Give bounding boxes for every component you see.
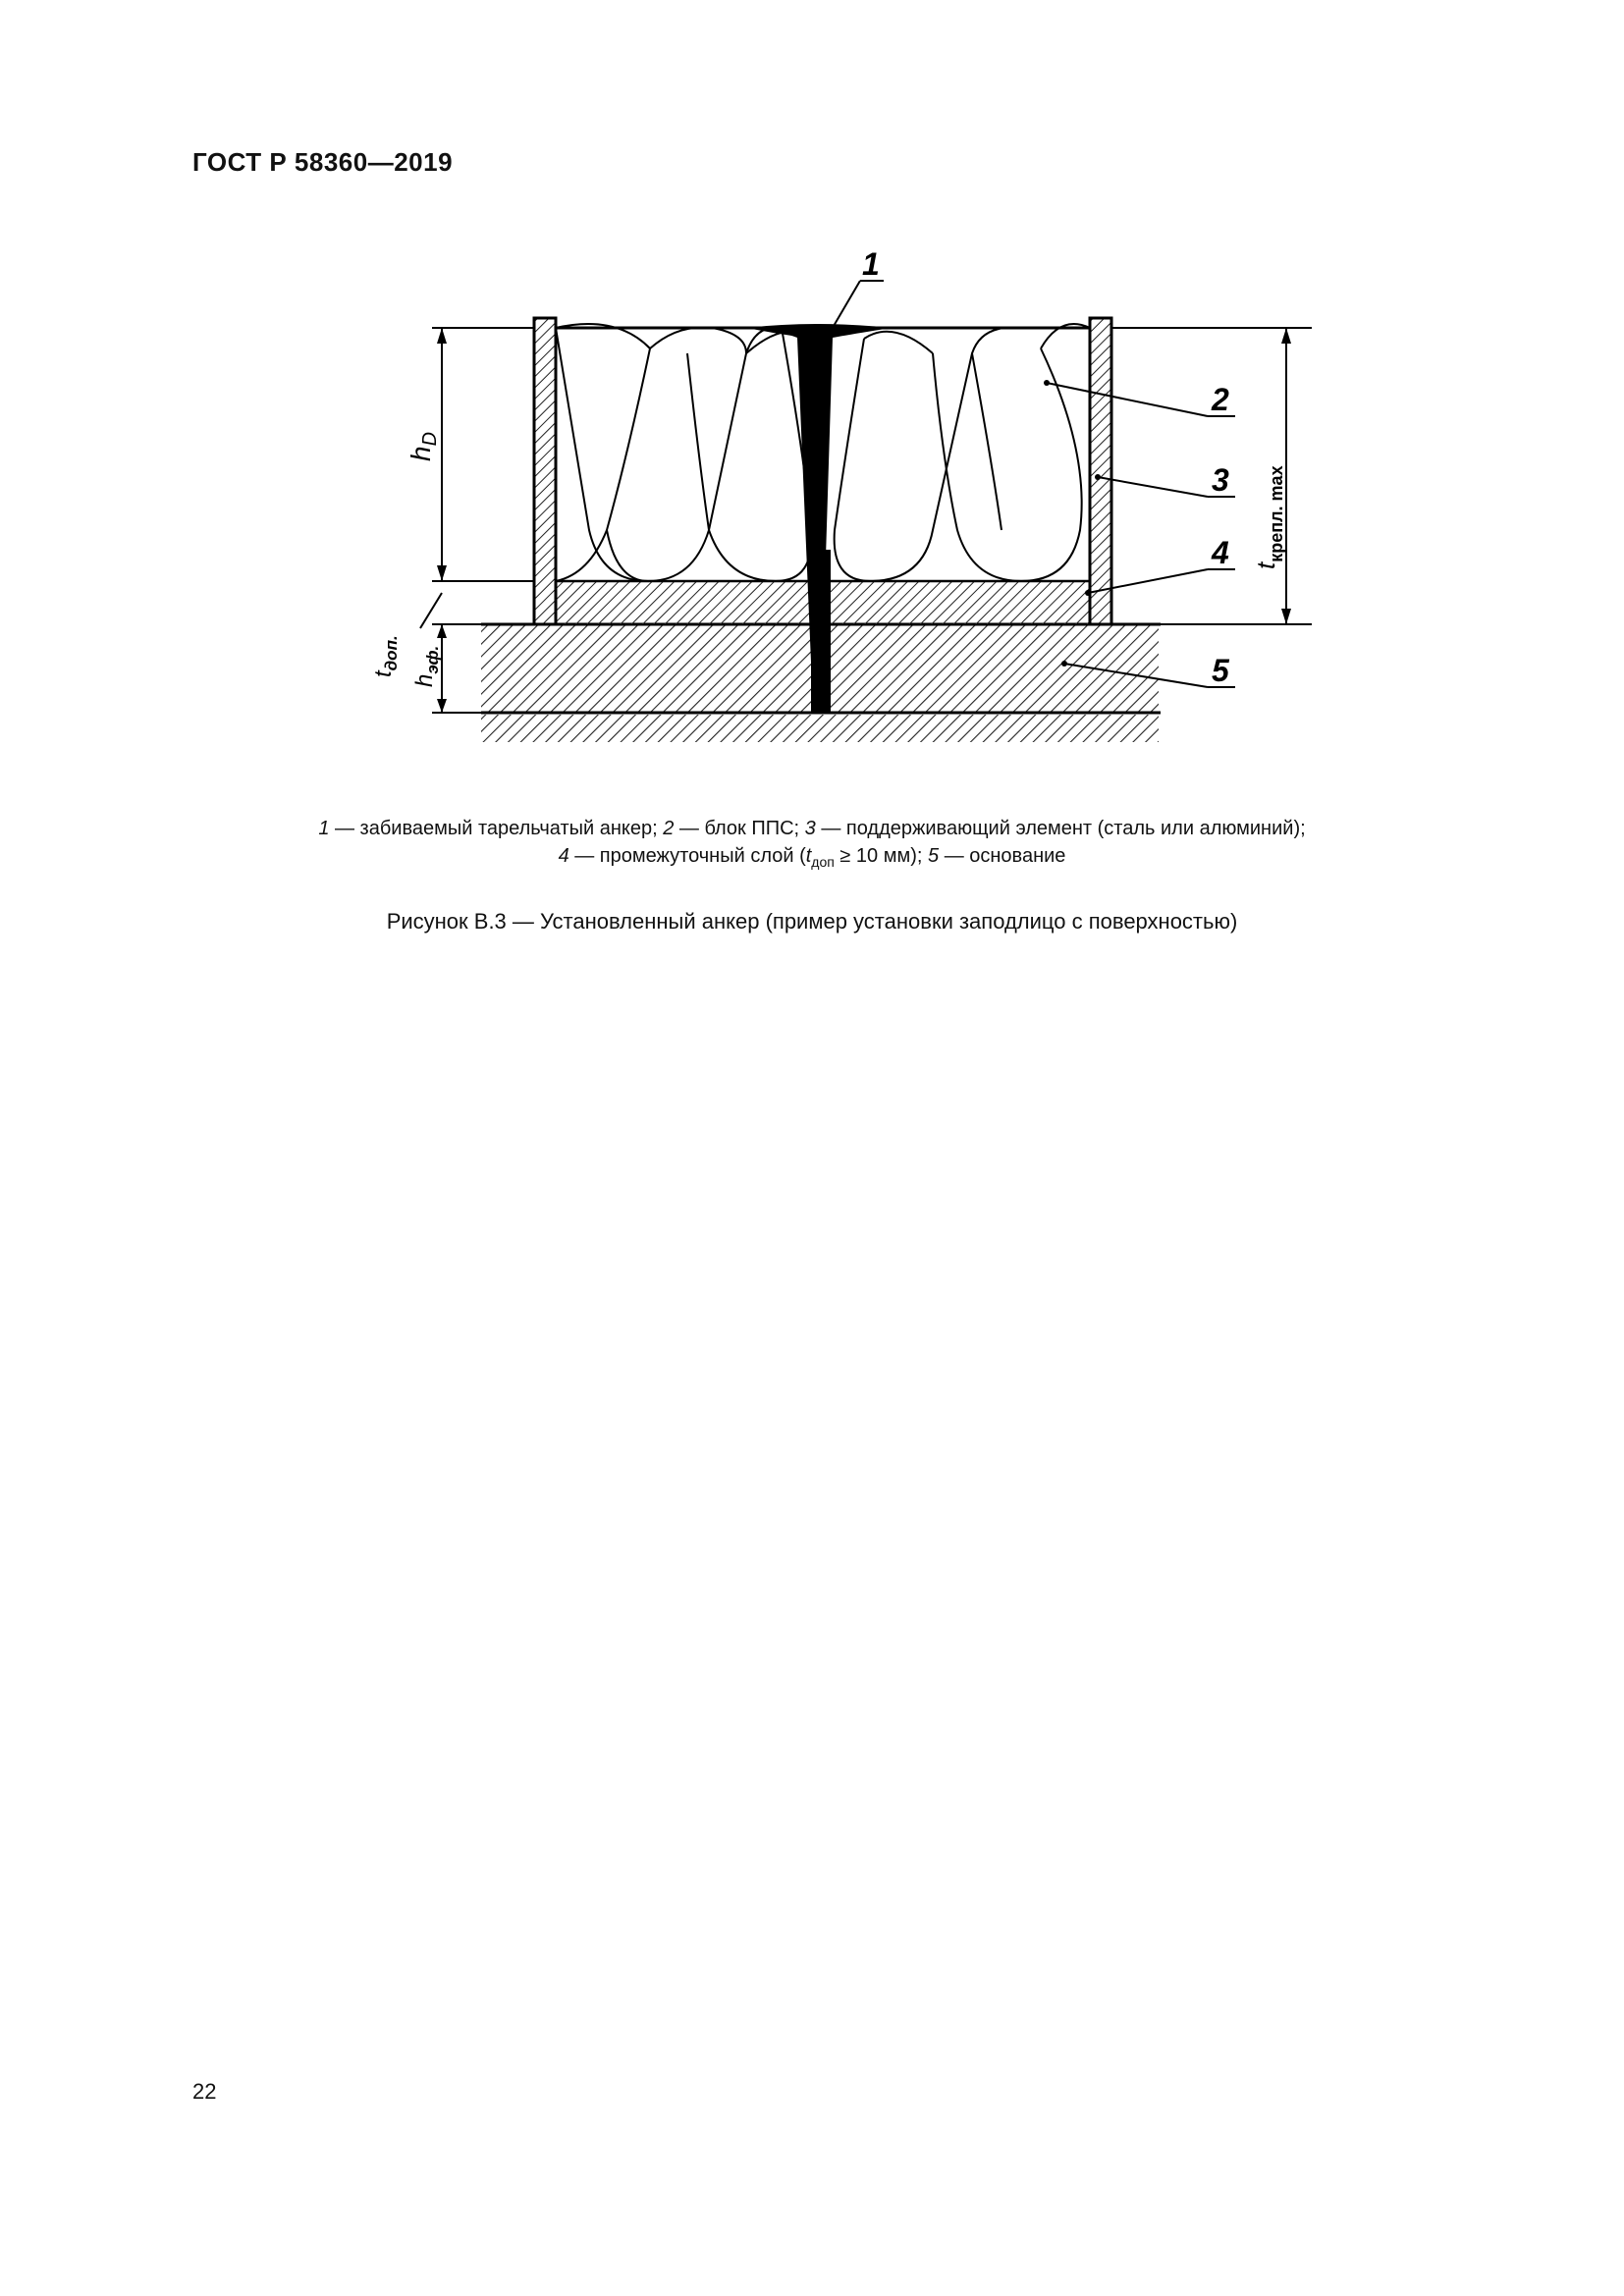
svg-text:hD — [406, 432, 441, 461]
legend-text-1: — забиваемый тарельчатый анкер; — [329, 818, 664, 839]
dimension-tdop-hef — [370, 593, 447, 713]
tdop-label: t — [370, 670, 397, 677]
support-element-left — [534, 318, 556, 624]
svg-text:hэф. — [411, 646, 442, 687]
callout-4: 4 — [1212, 535, 1229, 570]
figure-title: Рисунок В.3 — Установленный анкер (пример установки заподлицо с поверхностью) — [386, 909, 1238, 934]
legend-num-2: 2 — [663, 818, 675, 839]
hD-label: h — [406, 446, 436, 461]
legend-line-1 — [0, 815, 1624, 842]
tkr-sub: крепл. max — [1267, 465, 1286, 562]
anchor-installation-figure — [0, 0, 1624, 785]
legend-text-4b: ≥ 10 мм); — [834, 845, 929, 867]
document-header: ГОСТ Р 58360—2019 — [192, 147, 454, 177]
legend-num-5: 5 — [928, 845, 940, 867]
page-number: 22 — [192, 2079, 217, 2104]
legend-text-3: — поддерживающий элемент (сталь или алюминий); — [815, 818, 1306, 839]
tdop-sub: доп. — [382, 635, 401, 671]
legend-num-4: 4 — [558, 845, 569, 867]
tkr-label: t — [1251, 561, 1280, 569]
legend-t: t — [805, 845, 812, 867]
svg-text:tкрепл. max — [1251, 465, 1286, 569]
legend-line-2 — [0, 842, 1624, 876]
dimension-hD — [406, 328, 447, 581]
support-element-right — [1090, 318, 1111, 624]
legend-text-5: — основание — [939, 845, 1066, 867]
legend-num-1: 1 — [318, 818, 330, 839]
callout-2: 2 — [1212, 382, 1229, 417]
hef-label: h — [411, 673, 438, 687]
legend-text-4a: — промежуточный слой ( — [568, 845, 806, 867]
callout-5: 5 — [1212, 653, 1229, 688]
dimension-tkrepl — [1251, 328, 1291, 624]
callout-3: 3 — [1212, 462, 1229, 498]
svg-text:tдоп. — [370, 635, 401, 677]
hef-sub: эф. — [423, 645, 442, 674]
callout-1: 1 — [862, 246, 880, 282]
hD-sub: D — [419, 431, 441, 447]
legend-t-sub: доп — [811, 854, 835, 870]
legend-text-2: — блок ППС; — [674, 818, 805, 839]
legend-num-3: 3 — [804, 818, 816, 839]
